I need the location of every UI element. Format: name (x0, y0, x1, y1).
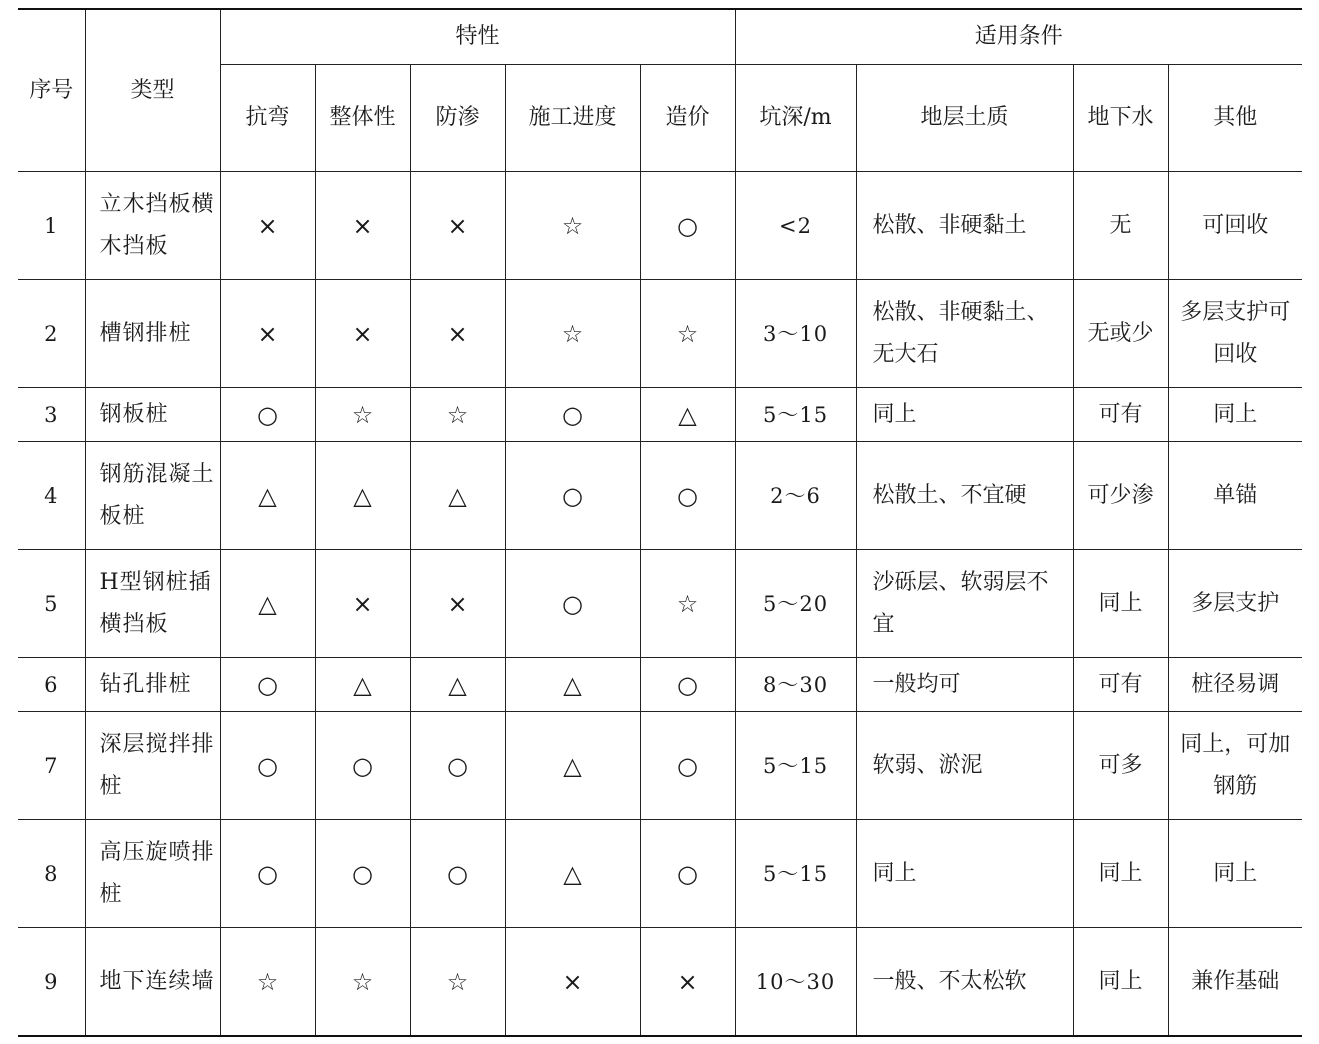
row-groundwater: 可少渗 (1073, 442, 1168, 550)
row-soil: 一般均可 (856, 658, 1073, 712)
row-depth: 5～15 (735, 388, 856, 442)
retaining-structure-table-container (18, 8, 1302, 1037)
header-other: 其他 (1168, 65, 1302, 172)
row-other: 多层支护 (1168, 550, 1302, 658)
row-depth: 10～30 (735, 928, 856, 1037)
row-groundwater: 可有 (1073, 388, 1168, 442)
row-cost: ○ (640, 712, 735, 820)
row-bending: ○ (220, 388, 315, 442)
table-row (18, 550, 1302, 658)
header-seq: 序号 (18, 9, 85, 172)
row-cost: ○ (640, 442, 735, 550)
row-progress: ○ (505, 550, 640, 658)
row-cost: × (640, 928, 735, 1037)
row-progress: ○ (505, 442, 640, 550)
row-bending: ○ (220, 658, 315, 712)
row-soil: 松散土、不宜硬 (856, 442, 1073, 550)
row-depth: 2～6 (735, 442, 856, 550)
row-progress: △ (505, 712, 640, 820)
row-seq: 6 (18, 658, 85, 712)
row-type: 地下连续墙 (85, 928, 220, 1037)
row-integrity: × (315, 172, 410, 280)
row-integrity: ☆ (315, 928, 410, 1037)
header-soil: 地层土质 (856, 65, 1073, 172)
row-soil: 松散、非硬黏土、无大石 (856, 280, 1073, 388)
row-seepage: ☆ (410, 928, 505, 1037)
row-seepage: ○ (410, 820, 505, 928)
header-row-group (18, 9, 1302, 65)
row-other: 同上 (1168, 388, 1302, 442)
table-row (18, 280, 1302, 388)
row-other: 多层支护可回收 (1168, 280, 1302, 388)
row-depth: 3～10 (735, 280, 856, 388)
row-soil: 松散、非硬黏土 (856, 172, 1073, 280)
row-bending: △ (220, 442, 315, 550)
row-groundwater: 可多 (1073, 712, 1168, 820)
header-conditions-group: 适用条件 (735, 9, 1302, 65)
row-seq: 2 (18, 280, 85, 388)
row-cost: △ (640, 388, 735, 442)
row-seepage: × (410, 550, 505, 658)
row-bending: × (220, 172, 315, 280)
row-seq: 5 (18, 550, 85, 658)
row-bending: ☆ (220, 928, 315, 1037)
row-bending: ○ (220, 820, 315, 928)
row-type: 钢筋混凝土板桩 (85, 442, 220, 550)
row-other: 兼作基础 (1168, 928, 1302, 1037)
row-type: 槽钢排桩 (85, 280, 220, 388)
row-integrity: ○ (315, 820, 410, 928)
header-integrity: 整体性 (315, 65, 410, 172)
row-other: 同上，可加钢筋 (1168, 712, 1302, 820)
row-integrity: △ (315, 442, 410, 550)
row-progress: ☆ (505, 172, 640, 280)
row-other: 单锚 (1168, 442, 1302, 550)
row-soil: 一般、不太松软 (856, 928, 1073, 1037)
row-progress: ☆ (505, 280, 640, 388)
row-bending: ○ (220, 712, 315, 820)
row-seq: 1 (18, 172, 85, 280)
row-depth: 5～15 (735, 712, 856, 820)
row-progress: △ (505, 820, 640, 928)
table-row (18, 388, 1302, 442)
header-properties-group: 特性 (220, 9, 735, 65)
row-seepage: × (410, 172, 505, 280)
row-soil: 沙砾层、软弱层不宜 (856, 550, 1073, 658)
header-seepage: 防渗 (410, 65, 505, 172)
table-row (18, 442, 1302, 550)
row-integrity: × (315, 550, 410, 658)
row-seq: 9 (18, 928, 85, 1037)
row-groundwater: 同上 (1073, 550, 1168, 658)
row-bending: × (220, 280, 315, 388)
row-type: 高压旋喷排桩 (85, 820, 220, 928)
row-groundwater: 可有 (1073, 658, 1168, 712)
row-depth: 8～30 (735, 658, 856, 712)
row-seepage: ☆ (410, 388, 505, 442)
row-groundwater: 同上 (1073, 820, 1168, 928)
row-type: H型钢桩插横挡板 (85, 550, 220, 658)
row-seepage: × (410, 280, 505, 388)
table-row (18, 928, 1302, 1037)
row-cost: ☆ (640, 550, 735, 658)
header-bending: 抗弯 (220, 65, 315, 172)
header-depth: 坑深/m (735, 65, 856, 172)
row-integrity: × (315, 280, 410, 388)
row-integrity: △ (315, 658, 410, 712)
row-groundwater: 同上 (1073, 928, 1168, 1037)
row-cost: ○ (640, 820, 735, 928)
row-depth: 5～15 (735, 820, 856, 928)
row-type: 立木挡板横木挡板 (85, 172, 220, 280)
row-seq: 8 (18, 820, 85, 928)
header-cost: 造价 (640, 65, 735, 172)
row-integrity: ○ (315, 712, 410, 820)
row-depth: 5～20 (735, 550, 856, 658)
row-seq: 7 (18, 712, 85, 820)
header-type: 类型 (85, 9, 220, 172)
row-bending: △ (220, 550, 315, 658)
row-other: 桩径易调 (1168, 658, 1302, 712)
row-progress: × (505, 928, 640, 1037)
table-row (18, 712, 1302, 820)
row-soil: 同上 (856, 388, 1073, 442)
row-seepage: △ (410, 658, 505, 712)
row-cost: ○ (640, 658, 735, 712)
row-progress: ○ (505, 388, 640, 442)
row-seq: 4 (18, 442, 85, 550)
row-groundwater: 无 (1073, 172, 1168, 280)
table-row (18, 820, 1302, 928)
table-row (18, 172, 1302, 280)
header-groundwater: 地下水 (1073, 65, 1168, 172)
row-depth: <2 (735, 172, 856, 280)
header-progress: 施工进度 (505, 65, 640, 172)
row-seepage: ○ (410, 712, 505, 820)
row-type: 深层搅拌排桩 (85, 712, 220, 820)
row-type: 钢板桩 (85, 388, 220, 442)
row-other: 同上 (1168, 820, 1302, 928)
row-cost: ○ (640, 172, 735, 280)
row-integrity: ☆ (315, 388, 410, 442)
row-type: 钻孔排桩 (85, 658, 220, 712)
table-row (18, 658, 1302, 712)
row-cost: ☆ (640, 280, 735, 388)
row-seq: 3 (18, 388, 85, 442)
retaining-structure-table (18, 8, 1302, 1037)
row-other: 可回收 (1168, 172, 1302, 280)
row-soil: 软弱、淤泥 (856, 712, 1073, 820)
row-seepage: △ (410, 442, 505, 550)
row-progress: △ (505, 658, 640, 712)
row-groundwater: 无或少 (1073, 280, 1168, 388)
row-soil: 同上 (856, 820, 1073, 928)
